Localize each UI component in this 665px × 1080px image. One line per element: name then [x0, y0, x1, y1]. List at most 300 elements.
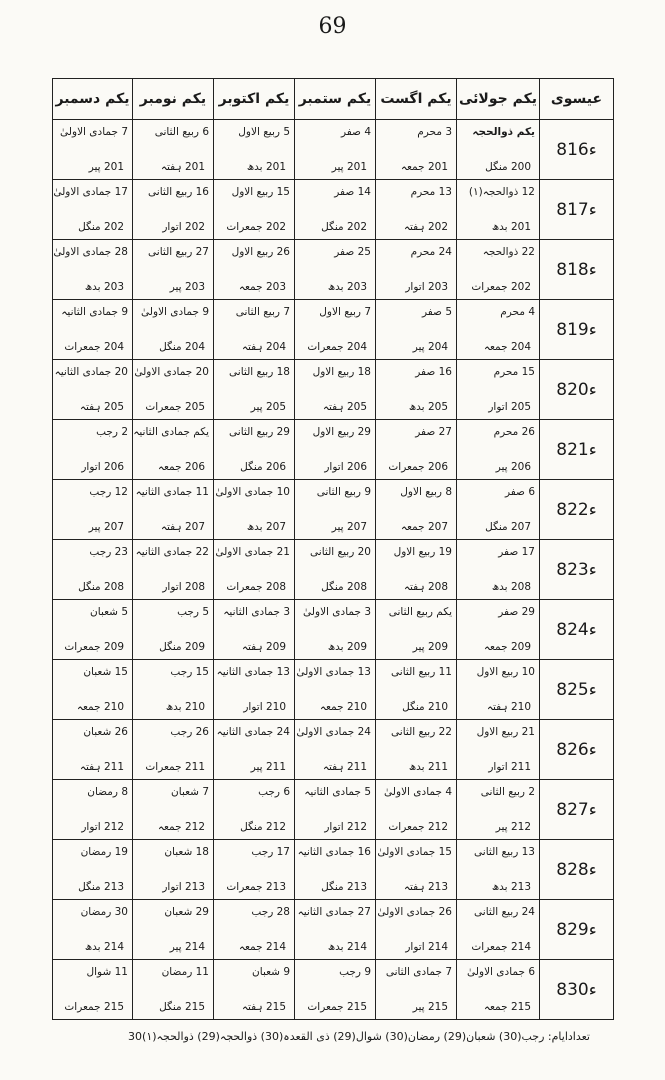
date-cell: [376, 480, 457, 540]
year-weekday: 213 بدھ: [491, 881, 531, 893]
year-weekday: 208 منگل: [321, 581, 367, 593]
year-weekday: 206 منگل: [240, 461, 286, 473]
date-cell: [376, 840, 457, 900]
hijri-date: 6 صفر: [504, 486, 535, 498]
table-row: [53, 180, 614, 240]
date-cell: [53, 180, 133, 240]
table-row: [53, 600, 614, 660]
year-cell: 830ء: [540, 960, 614, 1020]
year-weekday: 213 اتوار: [162, 881, 205, 893]
date-cell: [214, 360, 295, 420]
date-cell: [133, 360, 214, 420]
year-weekday: 206 جمعہ: [157, 461, 205, 473]
date-cell: [133, 960, 214, 1020]
year-weekday: 215 جمعرات: [307, 1001, 367, 1013]
hijri-date: 15 محرم: [493, 366, 535, 378]
table-row: [53, 120, 614, 180]
date-cell: [53, 660, 133, 720]
year-weekday: 209 جمعہ: [483, 641, 531, 653]
table-row: [53, 240, 614, 300]
date-cell: [376, 660, 457, 720]
hijri-date: 17 رجب: [251, 846, 290, 858]
year-cell: 826ء: [540, 720, 614, 780]
year-weekday: 206 جمعرات: [388, 461, 448, 473]
year-cell: 817ء: [540, 180, 614, 240]
year-weekday: 203 پیر: [169, 281, 205, 293]
hijri-date: 20 جمادی الاولیٰ: [134, 366, 209, 378]
hijri-date: 3 جمادی الاولیٰ: [303, 606, 371, 618]
hijri-date: 5 رجب: [177, 606, 209, 618]
hijri-date: 18 ربیع الاول: [312, 366, 371, 378]
hijri-date: 16 صفر: [415, 366, 452, 378]
year-weekday: 202 منگل: [78, 221, 124, 233]
date-cell: [133, 540, 214, 600]
year-weekday: 215 منگل: [159, 1001, 205, 1013]
date-cell: [457, 180, 540, 240]
date-cell: [376, 420, 457, 480]
year-weekday: 204 منگل: [159, 341, 205, 353]
year-weekday: 214 جمعہ: [238, 941, 286, 953]
date-cell: [214, 780, 295, 840]
year-weekday: 211 پیر: [250, 761, 286, 773]
calendar-table: [52, 78, 614, 1020]
year-weekday: 206 اتوار: [324, 461, 367, 473]
year-cell: 823ء: [540, 540, 614, 600]
year-weekday: 212 پیر: [495, 821, 531, 833]
date-cell: [53, 420, 133, 480]
year-weekday: 214 بدھ: [84, 941, 124, 953]
date-cell: [457, 900, 540, 960]
date-cell: [457, 420, 540, 480]
date-cell: [295, 720, 376, 780]
date-cell: [295, 780, 376, 840]
hijri-date: 9 رجب: [339, 966, 371, 978]
hijri-date: 3 محرم: [417, 126, 452, 138]
hijri-date: 8 رمضان: [87, 786, 128, 798]
year-weekday: 207 بدھ: [246, 521, 286, 533]
hijri-date: 15 رجب: [170, 666, 209, 678]
date-cell: [133, 480, 214, 540]
hijri-date: 12 ذوالحجہ(۱): [468, 186, 535, 198]
hijri-date: 22 ربیع الثانی: [391, 726, 452, 738]
date-cell: [214, 240, 295, 300]
date-cell: [133, 840, 214, 900]
year-weekday: 210 جمعہ: [319, 701, 367, 713]
date-cell: [457, 660, 540, 720]
hijri-date: 5 جمادی الثانیہ: [304, 786, 371, 798]
year-weekday: 208 اتوار: [162, 581, 205, 593]
hijri-date: 5 صفر: [421, 306, 452, 318]
date-cell: [295, 600, 376, 660]
date-cell: [214, 300, 295, 360]
date-cell: [376, 720, 457, 780]
year-cell: 828ء: [540, 840, 614, 900]
year-weekday: 201 بدھ: [246, 161, 286, 173]
column-header: عیسوی: [540, 79, 614, 120]
hijri-date: 28 رجب: [251, 906, 290, 918]
date-cell: [295, 180, 376, 240]
hijri-date: 27 جمادی الثانیہ: [297, 906, 371, 918]
date-cell: [53, 540, 133, 600]
year-weekday: 206 پیر: [495, 461, 531, 473]
year-weekday: 214 اتوار: [405, 941, 448, 953]
table-row: [53, 360, 614, 420]
hijri-date: 19 ربیع الاول: [393, 546, 452, 558]
year-weekday: 201 ہفتہ: [160, 161, 205, 173]
date-cell: [376, 120, 457, 180]
year-cell: 825ء: [540, 660, 614, 720]
date-cell: [457, 960, 540, 1020]
year-weekday: 203 بدھ: [327, 281, 367, 293]
year-weekday: 213 منگل: [78, 881, 124, 893]
year-weekday: 201 پیر: [88, 161, 124, 173]
year-weekday: 209 منگل: [159, 641, 205, 653]
date-cell: [214, 720, 295, 780]
column-header: یکم دسمبر: [53, 79, 133, 120]
date-cell: [295, 300, 376, 360]
date-cell: [214, 180, 295, 240]
year-weekday: 209 جمعرات: [64, 641, 124, 653]
hijri-date: 20 ربیع الثانی: [310, 546, 371, 558]
date-cell: [376, 600, 457, 660]
date-cell: [295, 660, 376, 720]
table-row: [53, 840, 614, 900]
hijri-date: 7 شعبان: [171, 786, 209, 798]
date-cell: [457, 720, 540, 780]
date-cell: [376, 780, 457, 840]
year-weekday: 207 منگل: [485, 521, 531, 533]
hijri-date: 9 شعبان: [252, 966, 290, 978]
year-weekday: 201 بدھ: [491, 221, 531, 233]
date-cell: [457, 120, 540, 180]
year-weekday: 210 ہفتہ: [486, 701, 531, 713]
date-cell: [376, 240, 457, 300]
year-weekday: 213 ہفتہ: [403, 881, 448, 893]
date-cell: [214, 600, 295, 660]
table-row: [53, 780, 614, 840]
date-cell: [53, 240, 133, 300]
date-cell: [376, 960, 457, 1020]
column-header: یکم نومبر: [133, 79, 214, 120]
year-weekday: 215 ہفتہ: [241, 1001, 286, 1013]
date-cell: [295, 960, 376, 1020]
year-weekday: 215 جمعرات: [64, 1001, 124, 1013]
year-weekday: 208 بدھ: [491, 581, 531, 593]
year-cell: 829ء: [540, 900, 614, 960]
hijri-date: 18 ربیع الثانی: [229, 366, 290, 378]
hijri-date: 2 ربیع الثانی: [480, 786, 535, 798]
year-weekday: 211 بدھ: [408, 761, 448, 773]
year-cell: 822ء: [540, 480, 614, 540]
year-weekday: 207 جمعہ: [400, 521, 448, 533]
date-cell: [53, 600, 133, 660]
year-cell: 824ء: [540, 600, 614, 660]
hijri-date: 26 شعبان: [83, 726, 128, 738]
hijri-date: 16 ربیع الثانی: [148, 186, 209, 198]
hijri-date: 7 جمادی الثانی: [385, 966, 452, 978]
year-weekday: 203 اتوار: [405, 281, 448, 293]
hijri-date: 26 رجب: [170, 726, 209, 738]
date-cell: [214, 960, 295, 1020]
date-cell: [214, 480, 295, 540]
date-cell: [457, 540, 540, 600]
date-cell: [133, 600, 214, 660]
date-cell: [376, 180, 457, 240]
date-cell: [295, 480, 376, 540]
date-cell: [214, 900, 295, 960]
hijri-date: 25 صفر: [334, 246, 371, 258]
hijri-date: 15 ربیع الاول: [231, 186, 290, 198]
year-weekday: 208 منگل: [78, 581, 124, 593]
year-weekday: 214 پیر: [169, 941, 205, 953]
year-weekday: 207 پیر: [331, 521, 367, 533]
date-cell: [214, 540, 295, 600]
year-weekday: 212 منگل: [240, 821, 286, 833]
hijri-date: 10 ربیع الاول: [476, 666, 535, 678]
hijri-date: 29 شعبان: [164, 906, 209, 918]
date-cell: [53, 300, 133, 360]
year-weekday: 203 بدھ: [84, 281, 124, 293]
table-row: [53, 540, 614, 600]
year-weekday: 209 پیر: [412, 641, 448, 653]
year-cell: 820ء: [540, 360, 614, 420]
hijri-date: 6 جمادی الاولیٰ: [467, 966, 535, 978]
hijri-date: 21 جمادی الاولیٰ: [215, 546, 290, 558]
hijri-date: 16 جمادی الثانیہ: [297, 846, 371, 858]
year-weekday: 207 ہفتہ: [160, 521, 205, 533]
year-weekday: 202 جمعرات: [226, 221, 286, 233]
hijri-date: یکم جمادی الثانیہ: [133, 426, 209, 438]
year-weekday: 204 جمعرات: [307, 341, 367, 353]
date-cell: [376, 540, 457, 600]
date-cell: [295, 900, 376, 960]
hijri-date: 26 جمادی الاولیٰ: [377, 906, 452, 918]
date-cell: [133, 720, 214, 780]
year-weekday: 205 جمعرات: [145, 401, 205, 413]
hijri-date: 20 جمادی الثانیہ: [54, 366, 128, 378]
hijri-date: 11 شوال: [86, 966, 128, 978]
date-cell: [133, 120, 214, 180]
date-cell: [295, 420, 376, 480]
hijri-date: 7 ربیع الاول: [319, 306, 371, 318]
hijri-date: 13 جمادی الثانیہ: [216, 666, 290, 678]
hijri-date: 6 ربیع الثانی: [154, 126, 209, 138]
date-cell: [457, 240, 540, 300]
year-weekday: 212 اتوار: [324, 821, 367, 833]
date-cell: [295, 240, 376, 300]
hijri-date: 9 جمادی الاولیٰ: [141, 306, 209, 318]
hijri-date: 29 صفر: [498, 606, 535, 618]
table-row: [53, 420, 614, 480]
hijri-date: 8 ربیع الاول: [400, 486, 452, 498]
hijri-date: 29 ربیع الاول: [312, 426, 371, 438]
hijri-date: 4 صفر: [340, 126, 371, 138]
date-cell: [214, 120, 295, 180]
hijri-date: 26 ربیع الاول: [231, 246, 290, 258]
date-cell: [457, 840, 540, 900]
hijri-date: 15 جمادی الاولیٰ: [377, 846, 452, 858]
hijri-date: 7 جمادی الاولیٰ: [60, 126, 128, 138]
date-cell: [457, 360, 540, 420]
date-cell: [53, 120, 133, 180]
hijri-date: یکم ذوالحجہ: [472, 126, 535, 138]
hijri-date: 30 رمضان: [80, 906, 128, 918]
date-cell: [53, 840, 133, 900]
hijri-date: 4 جمادی الاولیٰ: [384, 786, 452, 798]
hijri-date: 14 صفر: [334, 186, 371, 198]
date-cell: [133, 420, 214, 480]
hijri-date: 27 صفر: [415, 426, 452, 438]
hijri-date: 13 محرم: [410, 186, 452, 198]
hijri-date: 13 جمادی الاولیٰ: [296, 666, 371, 678]
table-row: [53, 300, 614, 360]
year-weekday: 212 جمعرات: [388, 821, 448, 833]
year-weekday: 204 جمعرات: [64, 341, 124, 353]
hijri-date: 21 ربیع الاول: [476, 726, 535, 738]
hijri-date: 2 رجب: [96, 426, 128, 438]
column-header: یکم اگست: [376, 79, 457, 120]
year-weekday: 205 ہفتہ: [79, 401, 124, 413]
hijri-date: 22 جمادی الثانیہ: [135, 546, 209, 558]
year-weekday: 208 ہفتہ: [403, 581, 448, 593]
year-weekday: 205 پیر: [250, 401, 286, 413]
table-row: [53, 720, 614, 780]
hijri-date: 11 رمضان: [161, 966, 209, 978]
hijri-date: 24 جمادی الثانیہ: [216, 726, 290, 738]
year-weekday: 204 ہفتہ: [241, 341, 286, 353]
year-weekday: 213 جمعرات: [226, 881, 286, 893]
hijri-date: 28 جمادی الاولیٰ: [53, 246, 128, 258]
year-cell: 821ء: [540, 420, 614, 480]
hijri-date: 24 محرم: [410, 246, 452, 258]
date-cell: [295, 840, 376, 900]
hijri-date: 17 جمادی الاولیٰ: [53, 186, 128, 198]
year-weekday: 207 پیر: [88, 521, 124, 533]
date-cell: [214, 840, 295, 900]
year-weekday: 209 بدھ: [327, 641, 367, 653]
table-row: [53, 480, 614, 540]
hijri-date: 13 ربیع الثانی: [474, 846, 535, 858]
year-weekday: 214 جمعرات: [471, 941, 531, 953]
year-weekday: 210 منگل: [402, 701, 448, 713]
date-cell: [53, 360, 133, 420]
hijri-date: 26 محرم: [493, 426, 535, 438]
date-cell: [376, 360, 457, 420]
column-header: یکم اکتوبر: [214, 79, 295, 120]
year-weekday: 200 منگل: [485, 161, 531, 173]
hijri-date: یکم ربیع الثانی: [388, 606, 452, 618]
date-cell: [376, 900, 457, 960]
date-cell: [53, 720, 133, 780]
hijri-date: 27 ربیع الثانی: [148, 246, 209, 258]
hijri-date: 17 صفر: [498, 546, 535, 558]
date-cell: [53, 480, 133, 540]
hijri-date: 29 ربیع الثانی: [229, 426, 290, 438]
year-weekday: 211 ہفتہ: [322, 761, 367, 773]
hijri-date: 9 ربیع الثانی: [316, 486, 371, 498]
year-weekday: 215 پیر: [412, 1001, 448, 1013]
year-cell: 818ء: [540, 240, 614, 300]
year-weekday: 210 اتوار: [243, 701, 286, 713]
year-weekday: 206 اتوار: [81, 461, 124, 473]
date-cell: [214, 420, 295, 480]
date-cell: [457, 780, 540, 840]
year-weekday: 212 جمعہ: [157, 821, 205, 833]
hijri-date: 9 جمادی الثانیہ: [61, 306, 128, 318]
year-weekday: 202 اتوار: [162, 221, 205, 233]
year-weekday: 202 منگل: [321, 221, 367, 233]
date-cell: [457, 300, 540, 360]
year-weekday: 210 بدھ: [165, 701, 205, 713]
date-cell: [457, 480, 540, 540]
year-weekday: 215 جمعہ: [483, 1001, 531, 1013]
date-cell: [53, 780, 133, 840]
date-cell: [295, 360, 376, 420]
date-cell: [133, 240, 214, 300]
year-weekday: 204 پیر: [412, 341, 448, 353]
year-weekday: 202 جمعرات: [471, 281, 531, 293]
year-weekday: 211 ہفتہ: [79, 761, 124, 773]
date-cell: [133, 780, 214, 840]
hijri-date: 19 رمضان: [80, 846, 128, 858]
year-weekday: 205 اتوار: [488, 401, 531, 413]
hijri-date: 24 ربیع الثانی: [474, 906, 535, 918]
year-weekday: 214 بدھ: [327, 941, 367, 953]
column-header: یکم جولائی: [457, 79, 540, 120]
hijri-date: 18 شعبان: [164, 846, 209, 858]
days-count-footer: تعدادایام: رجب(30) شعبان(29) رمضان(30) شوال(29) ذی القعدہ(30) ذوالحجہ(29) ذوالحجہ(۱)30: [128, 1030, 590, 1043]
date-cell: [133, 900, 214, 960]
hijri-date: 7 ربیع الثانی: [235, 306, 290, 318]
hijri-date: 11 ربیع الثانی: [391, 666, 452, 678]
date-cell: [53, 900, 133, 960]
year-cell: 816ء: [540, 120, 614, 180]
date-cell: [133, 660, 214, 720]
hijri-date: 5 ربیع الاول: [238, 126, 290, 138]
year-weekday: 208 جمعرات: [226, 581, 286, 593]
hijri-date: 6 رجب: [258, 786, 290, 798]
year-weekday: 201 جمعہ: [400, 161, 448, 173]
year-weekday: 205 بدھ: [408, 401, 448, 413]
page-number: 69: [318, 14, 347, 39]
date-cell: [376, 300, 457, 360]
column-header: یکم ستمبر: [295, 79, 376, 120]
date-cell: [457, 600, 540, 660]
year-weekday: 205 ہفتہ: [322, 401, 367, 413]
hijri-date: 24 جمادی الاولیٰ: [296, 726, 371, 738]
year-weekday: 211 جمعرات: [145, 761, 205, 773]
hijri-date: 10 جمادی الاولیٰ: [215, 486, 290, 498]
year-weekday: 210 جمعہ: [76, 701, 124, 713]
year-weekday: 203 جمعہ: [238, 281, 286, 293]
table-row: [53, 960, 614, 1020]
table-row: [53, 660, 614, 720]
date-cell: [214, 660, 295, 720]
year-cell: 819ء: [540, 300, 614, 360]
date-cell: [53, 960, 133, 1020]
hijri-date: 11 جمادی الثانیہ: [135, 486, 209, 498]
table-row: [53, 900, 614, 960]
header-row: [53, 79, 614, 120]
date-cell: [295, 540, 376, 600]
hijri-date: 3 جمادی الثانیہ: [223, 606, 290, 618]
year-weekday: 204 جمعہ: [483, 341, 531, 353]
year-cell: 827ء: [540, 780, 614, 840]
hijri-date: 4 محرم: [500, 306, 535, 318]
year-weekday: 211 اتوار: [488, 761, 531, 773]
date-cell: [133, 300, 214, 360]
year-weekday: 212 اتوار: [81, 821, 124, 833]
